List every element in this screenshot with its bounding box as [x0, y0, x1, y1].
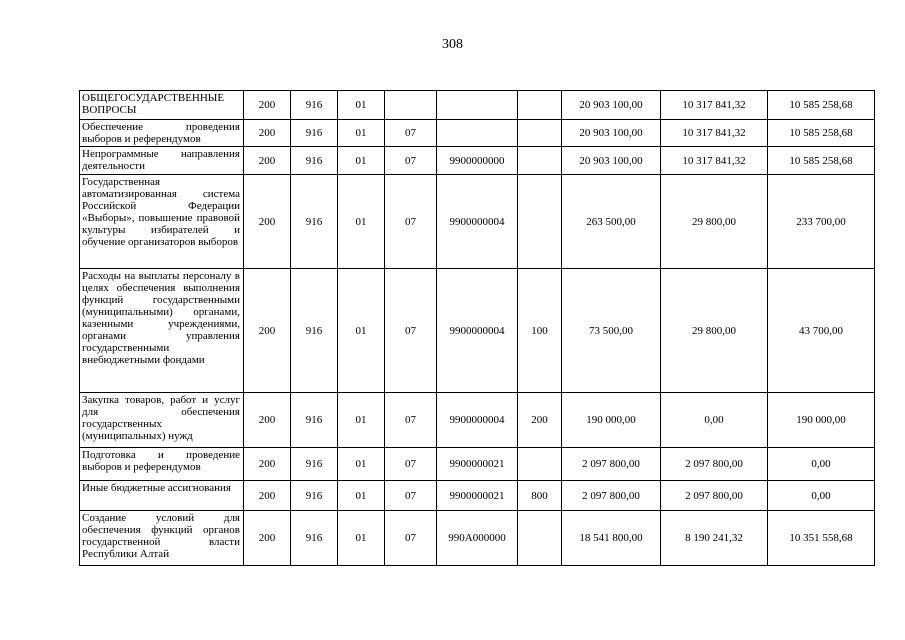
cell-remaining: 10 351 558,68: [768, 511, 875, 566]
cell-section: 01: [338, 147, 385, 175]
cell-ministry: 916: [291, 481, 338, 511]
row-description: Обеспечение проведения выборов и референдумов: [80, 120, 244, 147]
cell-subsection: 07: [385, 393, 437, 448]
cell-code: 200: [244, 481, 291, 511]
cell-executed: 10 317 841,32: [661, 120, 768, 147]
row-description: ОБЩЕГОСУДАРСТВЕННЫЕ ВОПРОСЫ: [80, 91, 244, 120]
table-row: [80, 269, 875, 393]
cell-code: 200: [244, 120, 291, 147]
cell-planned: 73 500,00: [562, 269, 661, 393]
row-description: Закупка товаров, работ и услуг для обеспечения государственных (муниципальных) нужд: [80, 393, 244, 448]
cell-target-article: [437, 91, 518, 120]
cell-section: 01: [338, 448, 385, 481]
cell-executed: 10 317 841,32: [661, 147, 768, 175]
cell-remaining: 0,00: [768, 448, 875, 481]
cell-code: 200: [244, 448, 291, 481]
cell-planned: 2 097 800,00: [562, 481, 661, 511]
cell-remaining: 233 700,00: [768, 175, 875, 269]
table-row: [80, 448, 875, 481]
cell-subsection: 07: [385, 269, 437, 393]
cell-executed: 29 800,00: [661, 175, 768, 269]
cell-expense-type: 200: [518, 393, 562, 448]
cell-planned: 20 903 100,00: [562, 120, 661, 147]
cell-code: 200: [244, 175, 291, 269]
cell-executed: 8 190 241,32: [661, 511, 768, 566]
cell-section: 01: [338, 511, 385, 566]
cell-expense-type: [518, 147, 562, 175]
cell-target-article: 9900000004: [437, 393, 518, 448]
cell-target-article: 9900000000: [437, 147, 518, 175]
cell-remaining: 190 000,00: [768, 393, 875, 448]
row-description: Подготовка и проведение выборов и референдумов: [80, 448, 244, 481]
cell-subsection: 07: [385, 448, 437, 481]
row-description: Непрограммные направления деятельности: [80, 147, 244, 175]
cell-planned: 18 541 800,00: [562, 511, 661, 566]
table-row: [80, 481, 875, 511]
cell-expense-type: [518, 91, 562, 120]
row-description: Создание условий для обеспечения функций органов государственной власти Республики Алтай: [80, 511, 244, 566]
row-description: Иные бюджетные ассигнования: [80, 481, 244, 511]
cell-executed: 10 317 841,32: [661, 91, 768, 120]
cell-ministry: 916: [291, 269, 338, 393]
cell-subsection: 07: [385, 511, 437, 566]
cell-code: 200: [244, 91, 291, 120]
page-number: 308: [442, 37, 463, 52]
cell-planned: 2 097 800,00: [562, 448, 661, 481]
cell-target-article: 9900000021: [437, 481, 518, 511]
cell-target-article: 9900000004: [437, 175, 518, 269]
cell-expense-type: [518, 511, 562, 566]
cell-section: 01: [338, 269, 385, 393]
cell-ministry: 916: [291, 147, 338, 175]
cell-section: 01: [338, 91, 385, 120]
cell-code: 200: [244, 393, 291, 448]
cell-ministry: 916: [291, 91, 338, 120]
row-description: Расходы на выплаты персоналу в целях обеспечения выполнения функций государственными (муниципальными) органами, казенными учреждениями, органами управления государственными внебюджетными фондами: [80, 269, 244, 393]
table-row: [80, 91, 875, 120]
cell-expense-type: 800: [518, 481, 562, 511]
cell-expense-type: [518, 120, 562, 147]
cell-section: 01: [338, 175, 385, 269]
cell-subsection: 07: [385, 175, 437, 269]
cell-remaining: 43 700,00: [768, 269, 875, 393]
cell-expense-type: 100: [518, 269, 562, 393]
cell-remaining: 10 585 258,68: [768, 120, 875, 147]
cell-subsection: [385, 91, 437, 120]
cell-section: 01: [338, 481, 385, 511]
cell-planned: 190 000,00: [562, 393, 661, 448]
cell-target-article: [437, 120, 518, 147]
cell-planned: 20 903 100,00: [562, 91, 661, 120]
cell-executed: 2 097 800,00: [661, 481, 768, 511]
cell-expense-type: [518, 175, 562, 269]
cell-planned: 20 903 100,00: [562, 147, 661, 175]
cell-remaining: 10 585 258,68: [768, 147, 875, 175]
table-row: [80, 147, 875, 175]
cell-executed: 29 800,00: [661, 269, 768, 393]
cell-code: 200: [244, 147, 291, 175]
cell-executed: 2 097 800,00: [661, 448, 768, 481]
cell-subsection: 07: [385, 147, 437, 175]
cell-target-article: 9900000021: [437, 448, 518, 481]
row-description: Государственная автоматизированная система Российской Федерации «Выборы», повышение правовой культуры избирателей и обучение организаторов выборов: [80, 175, 244, 269]
cell-remaining: 10 585 258,68: [768, 91, 875, 120]
table-row: [80, 511, 875, 566]
cell-expense-type: [518, 448, 562, 481]
table-row: [80, 393, 875, 448]
cell-section: 01: [338, 120, 385, 147]
cell-code: 200: [244, 511, 291, 566]
cell-subsection: 07: [385, 481, 437, 511]
table-row: [80, 120, 875, 147]
cell-ministry: 916: [291, 393, 338, 448]
budget-table: [79, 90, 875, 566]
cell-section: 01: [338, 393, 385, 448]
cell-remaining: 0,00: [768, 481, 875, 511]
cell-subsection: 07: [385, 120, 437, 147]
cell-executed: 0,00: [661, 393, 768, 448]
table-row: [80, 175, 875, 269]
cell-ministry: 916: [291, 448, 338, 481]
cell-target-article: 990А000000: [437, 511, 518, 566]
cell-ministry: 916: [291, 120, 338, 147]
cell-planned: 263 500,00: [562, 175, 661, 269]
cell-target-article: 9900000004: [437, 269, 518, 393]
cell-code: 200: [244, 269, 291, 393]
cell-ministry: 916: [291, 511, 338, 566]
cell-ministry: 916: [291, 175, 338, 269]
